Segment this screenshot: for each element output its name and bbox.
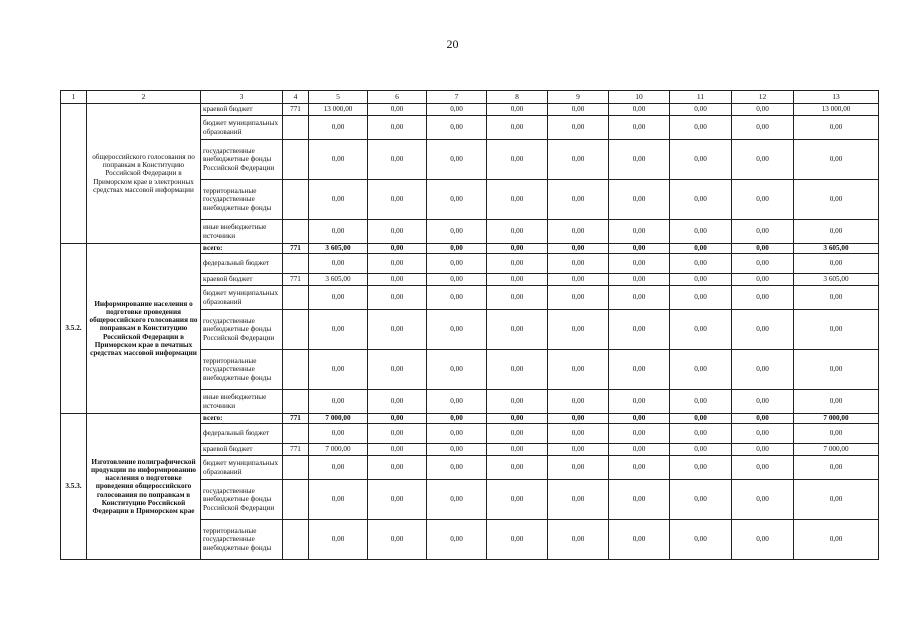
- item-index: [61, 104, 87, 244]
- amount-cell-col-8: 0,00: [487, 116, 548, 140]
- funding-source: бюджет муниципальных образований: [201, 456, 283, 480]
- column-header-9: 9: [548, 91, 609, 104]
- budget-code: [283, 140, 309, 180]
- column-header-6: 6: [368, 91, 427, 104]
- amount-cell-col-13: 0,00: [794, 520, 879, 560]
- amount-cell-col-12: 0,00: [732, 444, 794, 456]
- amount-cell-col-7: 0,00: [427, 116, 487, 140]
- amount-cell-col-9: 0,00: [548, 180, 609, 220]
- budget-code: [283, 350, 309, 390]
- amount-cell-col-10: 0,00: [609, 116, 670, 140]
- amount-cell-col-6: 0,00: [368, 254, 427, 274]
- amount-cell-col-9: 0,00: [548, 520, 609, 560]
- amount-cell-col-13: 3 605,00: [794, 244, 879, 254]
- amount-cell-col-7: 0,00: [427, 104, 487, 116]
- funding-source: государственные внебюджетные фонды Российской Федерации: [201, 310, 283, 350]
- amount-cell-col-10: 0,00: [609, 244, 670, 254]
- amount-cell-col-8: 0,00: [487, 254, 548, 274]
- budget-code: [283, 480, 309, 520]
- table-row: [61, 414, 879, 424]
- amount-cell-col-11: 0,00: [670, 180, 732, 220]
- header-row: [61, 91, 879, 104]
- budget-code: 771: [283, 104, 309, 116]
- funding-source: бюджет муниципальных образований: [201, 116, 283, 140]
- amount-cell-col-13: 0,00: [794, 286, 879, 310]
- budget-code: [283, 286, 309, 310]
- amount-cell-col-11: 0,00: [670, 350, 732, 390]
- amount-cell-col-6: 0,00: [368, 180, 427, 220]
- budget-code: [283, 390, 309, 414]
- funding-source: территориальные государственные внебюджетные фонды: [201, 350, 283, 390]
- amount-cell-col-11: 0,00: [670, 244, 732, 254]
- amount-cell-col-13: 0,00: [794, 140, 879, 180]
- funding-source: федеральный бюджет: [201, 254, 283, 274]
- amount-cell-col-13: 0,00: [794, 310, 879, 350]
- amount-cell-col-6: 0,00: [368, 456, 427, 480]
- table-row: [61, 244, 879, 254]
- amount-cell-col-9: 0,00: [548, 286, 609, 310]
- amount-cell-col-5: 0,00: [309, 140, 368, 180]
- amount-cell-col-5: 0,00: [309, 350, 368, 390]
- amount-cell-col-10: 0,00: [609, 414, 670, 424]
- amount-cell-col-8: 0,00: [487, 390, 548, 414]
- amount-cell-col-12: 0,00: [732, 390, 794, 414]
- budget-code: 771: [283, 444, 309, 456]
- amount-cell-col-13: 3 605,00: [794, 274, 879, 286]
- amount-cell-col-9: 0,00: [548, 274, 609, 286]
- item-index: 3.5.3.: [61, 414, 87, 560]
- amount-cell-col-13: 13 000,00: [794, 104, 879, 116]
- amount-cell-col-10: 0,00: [609, 424, 670, 444]
- amount-cell-col-13: 7 000,00: [794, 414, 879, 424]
- amount-cell-col-9: 0,00: [548, 220, 609, 244]
- column-header-5: 5: [309, 91, 368, 104]
- budget-code: [283, 116, 309, 140]
- amount-cell-col-5: 0,00: [309, 456, 368, 480]
- item-description: Изготовление полиграфической продукции по информированию населения о подготовке проведения общероссийского голосования по поправкам в Конституцию Российской Федерации в Приморском крае: [87, 414, 201, 560]
- amount-cell-col-5: 0,00: [309, 180, 368, 220]
- amount-cell-col-9: 0,00: [548, 350, 609, 390]
- budget-code: 771: [283, 274, 309, 286]
- page-number: 20: [446, 37, 459, 51]
- column-header-2: 2: [87, 91, 201, 104]
- amount-cell-col-9: 0,00: [548, 480, 609, 520]
- amount-cell-col-6: 0,00: [368, 274, 427, 286]
- amount-cell-col-11: 0,00: [670, 390, 732, 414]
- amount-cell-col-8: 0,00: [487, 424, 548, 444]
- amount-cell-col-7: 0,00: [427, 414, 487, 424]
- amount-cell-col-11: 0,00: [670, 286, 732, 310]
- amount-cell-col-10: 0,00: [609, 390, 670, 414]
- amount-cell-col-10: 0,00: [609, 274, 670, 286]
- column-header-12: 12: [732, 91, 794, 104]
- amount-cell-col-11: 0,00: [670, 104, 732, 116]
- amount-cell-col-6: 0,00: [368, 310, 427, 350]
- amount-cell-col-7: 0,00: [427, 140, 487, 180]
- amount-cell-col-6: 0,00: [368, 480, 427, 520]
- amount-cell-col-8: 0,00: [487, 414, 548, 424]
- amount-cell-col-5: 0,00: [309, 286, 368, 310]
- funding-source: краевой бюджет: [201, 444, 283, 456]
- funding-source: территориальные государственные внебюджетные фонды: [201, 520, 283, 560]
- column-header-1: 1: [61, 91, 87, 104]
- amount-cell-col-11: 0,00: [670, 254, 732, 274]
- amount-cell-col-5: 7 000,00: [309, 414, 368, 424]
- amount-cell-col-8: 0,00: [487, 140, 548, 180]
- column-header-8: 8: [487, 91, 548, 104]
- amount-cell-col-13: 0,00: [794, 180, 879, 220]
- amount-cell-col-5: 0,00: [309, 520, 368, 560]
- amount-cell-col-10: 0,00: [609, 444, 670, 456]
- amount-cell-col-9: 0,00: [548, 104, 609, 116]
- funding-source: краевой бюджет: [201, 104, 283, 116]
- amount-cell-col-12: 0,00: [732, 274, 794, 286]
- amount-cell-col-7: 0,00: [427, 274, 487, 286]
- column-header-10: 10: [609, 91, 670, 104]
- amount-cell-col-6: 0,00: [368, 220, 427, 244]
- funding-source: иные внебюджетные источники: [201, 220, 283, 244]
- amount-cell-col-5: 0,00: [309, 390, 368, 414]
- amount-cell-col-12: 0,00: [732, 254, 794, 274]
- table-row: [61, 104, 879, 116]
- amount-cell-col-13: 0,00: [794, 390, 879, 414]
- amount-cell-col-6: 0,00: [368, 444, 427, 456]
- amount-cell-col-5: 0,00: [309, 220, 368, 244]
- budget-table: [60, 90, 879, 560]
- budget-code: [283, 520, 309, 560]
- amount-cell-col-12: 0,00: [732, 414, 794, 424]
- amount-cell-col-10: 0,00: [609, 254, 670, 274]
- amount-cell-col-5: 0,00: [309, 310, 368, 350]
- budget-code: [283, 310, 309, 350]
- amount-cell-col-10: 0,00: [609, 104, 670, 116]
- amount-cell-col-6: 0,00: [368, 390, 427, 414]
- amount-cell-col-10: 0,00: [609, 480, 670, 520]
- column-header-3: 3: [201, 91, 283, 104]
- budget-code: [283, 254, 309, 274]
- amount-cell-col-8: 0,00: [487, 274, 548, 286]
- amount-cell-col-8: 0,00: [487, 480, 548, 520]
- amount-cell-col-7: 0,00: [427, 390, 487, 414]
- amount-cell-col-7: 0,00: [427, 254, 487, 274]
- item-description: общероссийского голосования по поправкам в Конституцию Российской Федерации в Приморском крае в электронных средствах массовой информации: [87, 104, 201, 244]
- amount-cell-col-11: 0,00: [670, 116, 732, 140]
- item-description: Информирование населения о подготовке проведения общероссийского голосования по поправкам в Конституцию Российской Федерации в Приморском крае в печатных средствах массовой информации: [87, 244, 201, 414]
- amount-cell-col-8: 0,00: [487, 350, 548, 390]
- amount-cell-col-11: 0,00: [670, 310, 732, 350]
- amount-cell-col-9: 0,00: [548, 310, 609, 350]
- amount-cell-col-5: 0,00: [309, 480, 368, 520]
- amount-cell-col-9: 0,00: [548, 244, 609, 254]
- table-header: [61, 91, 879, 104]
- funding-source: государственные внебюджетные фонды Российской Федерации: [201, 140, 283, 180]
- amount-cell-col-13: 0,00: [794, 480, 879, 520]
- amount-cell-col-13: 0,00: [794, 254, 879, 274]
- table-body: [61, 104, 879, 560]
- amount-cell-col-11: 0,00: [670, 480, 732, 520]
- amount-cell-col-9: 0,00: [548, 456, 609, 480]
- amount-cell-col-12: 0,00: [732, 104, 794, 116]
- amount-cell-col-12: 0,00: [732, 310, 794, 350]
- amount-cell-col-12: 0,00: [732, 180, 794, 220]
- amount-cell-col-12: 0,00: [732, 424, 794, 444]
- amount-cell-col-5: 7 000,00: [309, 444, 368, 456]
- amount-cell-col-8: 0,00: [487, 286, 548, 310]
- amount-cell-col-9: 0,00: [548, 116, 609, 140]
- amount-cell-col-10: 0,00: [609, 350, 670, 390]
- amount-cell-col-11: 0,00: [670, 520, 732, 560]
- amount-cell-col-7: 0,00: [427, 310, 487, 350]
- amount-cell-col-8: 0,00: [487, 444, 548, 456]
- amount-cell-col-10: 0,00: [609, 456, 670, 480]
- amount-cell-col-13: 0,00: [794, 220, 879, 244]
- amount-cell-col-6: 0,00: [368, 244, 427, 254]
- amount-cell-col-9: 0,00: [548, 390, 609, 414]
- amount-cell-col-9: 0,00: [548, 254, 609, 274]
- budget-code: [283, 424, 309, 444]
- amount-cell-col-5: 3 605,00: [309, 274, 368, 286]
- amount-cell-col-7: 0,00: [427, 286, 487, 310]
- funding-source: федеральный бюджет: [201, 424, 283, 444]
- amount-cell-col-10: 0,00: [609, 310, 670, 350]
- budget-code: [283, 220, 309, 244]
- amount-cell-col-7: 0,00: [427, 456, 487, 480]
- amount-cell-col-5: 3 605,00: [309, 244, 368, 254]
- amount-cell-col-8: 0,00: [487, 456, 548, 480]
- amount-cell-col-5: 0,00: [309, 254, 368, 274]
- amount-cell-col-13: 0,00: [794, 350, 879, 390]
- amount-cell-col-13: 7 000,00: [794, 444, 879, 456]
- funding-source: иные внебюджетные источники: [201, 390, 283, 414]
- amount-cell-col-11: 0,00: [670, 274, 732, 286]
- amount-cell-col-13: 0,00: [794, 424, 879, 444]
- amount-cell-col-12: 0,00: [732, 520, 794, 560]
- amount-cell-col-11: 0,00: [670, 444, 732, 456]
- amount-cell-col-12: 0,00: [732, 286, 794, 310]
- amount-cell-col-7: 0,00: [427, 480, 487, 520]
- amount-cell-col-12: 0,00: [732, 350, 794, 390]
- amount-cell-col-10: 0,00: [609, 220, 670, 244]
- amount-cell-col-12: 0,00: [732, 456, 794, 480]
- amount-cell-col-12: 0,00: [732, 244, 794, 254]
- amount-cell-col-9: 0,00: [548, 140, 609, 180]
- amount-cell-col-7: 0,00: [427, 220, 487, 244]
- amount-cell-col-9: 0,00: [548, 414, 609, 424]
- budget-code: 771: [283, 244, 309, 254]
- amount-cell-col-12: 0,00: [732, 116, 794, 140]
- amount-cell-col-10: 0,00: [609, 140, 670, 180]
- amount-cell-col-8: 0,00: [487, 220, 548, 244]
- budget-code: [283, 180, 309, 220]
- funding-source: территориальные государственные внебюджетные фонды: [201, 180, 283, 220]
- amount-cell-col-11: 0,00: [670, 140, 732, 180]
- amount-cell-col-6: 0,00: [368, 140, 427, 180]
- amount-cell-col-8: 0,00: [487, 104, 548, 116]
- budget-code: 771: [283, 414, 309, 424]
- amount-cell-col-8: 0,00: [487, 310, 548, 350]
- column-header-11: 11: [670, 91, 732, 104]
- amount-cell-col-10: 0,00: [609, 520, 670, 560]
- amount-cell-col-11: 0,00: [670, 424, 732, 444]
- amount-cell-col-11: 0,00: [670, 414, 732, 424]
- amount-cell-col-6: 0,00: [368, 424, 427, 444]
- funding-source: краевой бюджет: [201, 274, 283, 286]
- amount-cell-col-6: 0,00: [368, 104, 427, 116]
- amount-cell-col-8: 0,00: [487, 520, 548, 560]
- amount-cell-col-9: 0,00: [548, 444, 609, 456]
- column-header-7: 7: [427, 91, 487, 104]
- amount-cell-col-7: 0,00: [427, 350, 487, 390]
- budget-code: [283, 456, 309, 480]
- amount-cell-col-11: 0,00: [670, 220, 732, 244]
- column-header-4: 4: [283, 91, 309, 104]
- amount-cell-col-6: 0,00: [368, 286, 427, 310]
- amount-cell-col-5: 13 000,00: [309, 104, 368, 116]
- funding-source: всего:: [201, 244, 283, 254]
- amount-cell-col-7: 0,00: [427, 244, 487, 254]
- amount-cell-col-13: 0,00: [794, 116, 879, 140]
- amount-cell-col-10: 0,00: [609, 180, 670, 220]
- amount-cell-col-7: 0,00: [427, 424, 487, 444]
- amount-cell-col-7: 0,00: [427, 520, 487, 560]
- column-header-13: 13: [794, 91, 879, 104]
- amount-cell-col-5: 0,00: [309, 424, 368, 444]
- amount-cell-col-7: 0,00: [427, 180, 487, 220]
- amount-cell-col-6: 0,00: [368, 520, 427, 560]
- amount-cell-col-6: 0,00: [368, 350, 427, 390]
- amount-cell-col-12: 0,00: [732, 140, 794, 180]
- item-index: 3.5.2.: [61, 244, 87, 414]
- funding-source: бюджет муниципальных образований: [201, 286, 283, 310]
- amount-cell-col-5: 0,00: [309, 116, 368, 140]
- amount-cell-col-12: 0,00: [732, 220, 794, 244]
- amount-cell-col-13: 0,00: [794, 456, 879, 480]
- amount-cell-col-12: 0,00: [732, 480, 794, 520]
- funding-source: государственные внебюджетные фонды Российской Федерации: [201, 480, 283, 520]
- amount-cell-col-6: 0,00: [368, 414, 427, 424]
- funding-source: всего:: [201, 414, 283, 424]
- amount-cell-col-6: 0,00: [368, 116, 427, 140]
- amount-cell-col-7: 0,00: [427, 444, 487, 456]
- amount-cell-col-11: 0,00: [670, 456, 732, 480]
- amount-cell-col-10: 0,00: [609, 286, 670, 310]
- amount-cell-col-8: 0,00: [487, 180, 548, 220]
- amount-cell-col-8: 0,00: [487, 244, 548, 254]
- amount-cell-col-9: 0,00: [548, 424, 609, 444]
